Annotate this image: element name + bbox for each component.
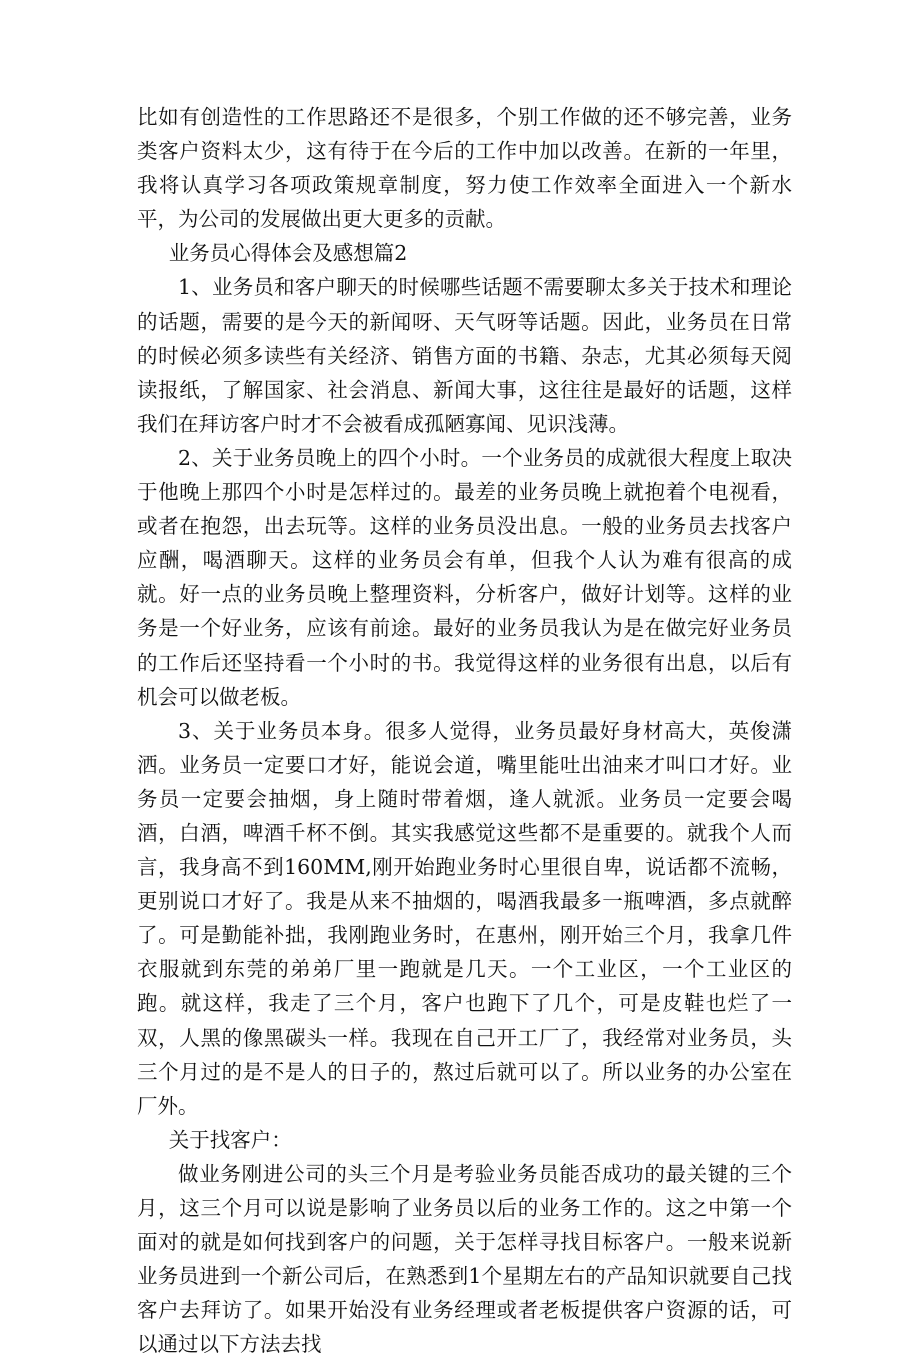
paragraph-point-1: 1、业务员和客户聊天的时候哪些话题不需要聊太多关于技术和理论的话题，需要的是今天的新闻呀、天气呀等话题。因此，业务员在日常的时候必须多读些有关经济、销售方面的书籍、杂志，尤其必须每天阅读报纸，了解国家、社会消息、新闻大事，这往往是最好的话题，这样我们在拜访客户时才不会被看成孤陋寡闻、见识浅薄。 [137,275,792,436]
paragraph-intro: 比如有创造性的工作思路还不是很多，个别工作做的还不够完善，业务类客户资料太少，这有待于在今后的工作中加以改善。在新的一年里，我将认真学习各项政策规章制度，努力使工作效率全面进入一个新水平，为公司的发展做出更大更多的贡献。 [137,105,792,232]
subheading-find-customers: 关于找客户： [168,1127,292,1152]
document-page [137,100,792,1361]
paragraph-find-customers: 做业务刚进公司的头三个月是考验业务员能否成功的最关键的三个月，这三个月可以说是影响了业务员以后的业务工作的。这之中第一个面对的就是如何找到客户的问题，关于怎样寻找目标客户。一般来说新业务员进到一个新公司后，在熟悉到1个星期左右的产品知识就要自己找客户去拜访了。如果开始没有业务经理或者老板提供客户资源的话，可以通过以下方法去找 [137,1161,792,1357]
section-heading: 业务员心得体会及感想篇2 [168,241,408,266]
paragraph-point-2: 2、关于业务员晚上的四个小时。一个业务员的成就很大程度上取决于他晚上那四个小时是怎样过的。最差的业务员晚上就抱着个电视看，或者在抱怨，出去玩等。这样的业务员没出息。一般的业务员去找客户应酬，喝酒聊天。这样的业务员会有单，但我个人认为难有很高的成就。好一点的业务员晚上整理资料，分析客户，做好计划等。这样的业务是一个好业务，应该有前途。最好的业务员我认为是在做完好业务员的工作后还坚持看一个小时的书。我觉得这样的业务很有出息，以后有机会可以做老板。 [137,445,792,709]
paragraph-point-3: 3、关于业务员本身。很多人觉得，业务员最好身材高大，英俊潇洒。业务员一定要口才好，能说会道，嘴里能吐出油来才叫口才好。业务员一定要会抽烟，身上随时带着烟，逢人就派。业务员一定要会喝酒，白酒，啤酒千杯不倒。其实我感觉这些都不是重要的。就我个人而言，我身高不到160MM,刚开始跑业务时心里很自卑，说话都不流畅，更别说口才好了。我是从来不抽烟的，喝酒我最多一瓶啤酒，多点就醉了。可是勤能补拙，我刚跑业务时，在惠州，刚开始三个月，我拿几件衣服就到东莞的弟弟厂里一跑就是几天。一个工业区，一个工业区的跑。就这样，我走了三个月，客户也跑下了几个，可是皮鞋也烂了一双，人黑的像黑碳头一样。我现在自己开工厂了，我经常对业务员，头三个月过的是不是人的日子的，熬过后就可以了。所以业务的办公室在厂外。 [137,718,792,1118]
